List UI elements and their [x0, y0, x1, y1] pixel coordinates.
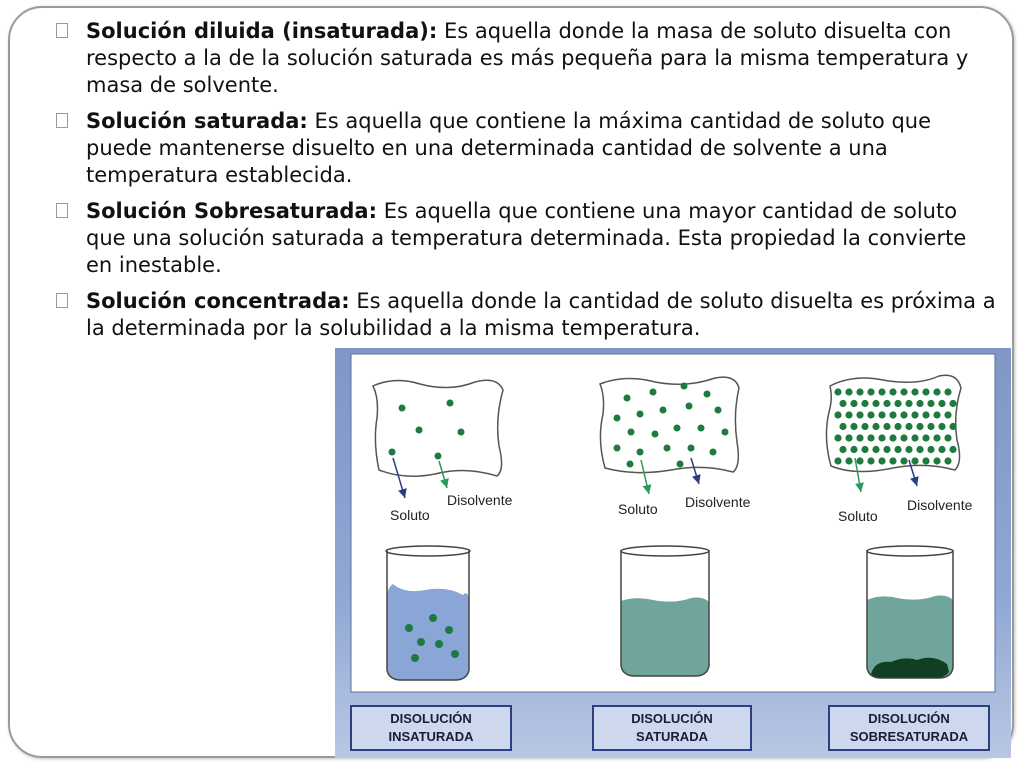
bullet-text: Es aquella donde la cantidad de soluto disuelta es próxima a la determinada por la solubilidad a la misma temperatura. [86, 289, 996, 340]
bullet-term: Solución Sobresaturada: [86, 199, 378, 223]
solute-particle [944, 411, 951, 418]
solvent-region [373, 380, 503, 476]
bullet-marker-icon [56, 23, 68, 38]
solute-particle [878, 411, 885, 418]
solute-particle [949, 446, 956, 453]
solute-particle [889, 388, 896, 395]
solute-particle [834, 388, 841, 395]
solute-particle [911, 388, 918, 395]
solute-particle [944, 388, 951, 395]
solvent-region [600, 377, 739, 472]
solute-particle [905, 423, 912, 430]
solute-particle [922, 388, 929, 395]
solute-particle [933, 388, 940, 395]
solute-particle [872, 446, 879, 453]
solute-particle [911, 411, 918, 418]
caption-line2: SATURADA [636, 729, 708, 744]
solute-particle [883, 400, 890, 407]
solute-particle [894, 446, 901, 453]
bullet-term: Solución saturada: [86, 109, 308, 133]
caption-line1: DISOLUCIÓN [631, 711, 713, 726]
solution-liquid [387, 584, 469, 680]
caption-insaturada [351, 706, 511, 750]
solute-particle [834, 411, 841, 418]
solute-particle [856, 411, 863, 418]
solute-label: Soluto [618, 501, 658, 517]
bullet-supersaturated [56, 198, 996, 279]
caption-line1: DISOLUCIÓN [868, 711, 950, 726]
solute-particle [900, 388, 907, 395]
solute-particle [834, 434, 841, 441]
caption-line2: INSATURADA [388, 729, 474, 744]
caption-saturada [593, 706, 751, 750]
bullet-term: Solución diluida (insaturada): [86, 19, 438, 43]
solvent-label: Disolvente [447, 492, 513, 508]
solute-particle [845, 434, 852, 441]
solute-particle [839, 423, 846, 430]
solute-particle [867, 457, 874, 464]
solute-particle [856, 457, 863, 464]
bullet-dilute [56, 18, 996, 99]
solute-particle [927, 446, 934, 453]
solute-particle [845, 411, 852, 418]
solute-particle [916, 400, 923, 407]
bullet-text: Es aquella donde la masa de soluto disuelta con respecto a la de la solución saturada es más pequeña para la misma temperatura y masa de solvente. [86, 19, 969, 97]
solute-particle [878, 457, 885, 464]
solute-particle [850, 423, 857, 430]
solute-particle [916, 423, 923, 430]
caption-sobresaturada [829, 706, 989, 750]
solute-particle [900, 457, 907, 464]
solute-particle [927, 400, 934, 407]
solute-particle [922, 457, 929, 464]
solute-particle [894, 423, 901, 430]
bullet-marker-icon [56, 113, 68, 128]
solute-particle [944, 457, 951, 464]
solutions-diagram-svg [335, 348, 1011, 758]
solute-particle [916, 446, 923, 453]
solute-label: Soluto [390, 507, 430, 523]
solute-particle [922, 434, 929, 441]
solute-particle [878, 388, 885, 395]
solute-particle [839, 446, 846, 453]
solute-particle [839, 400, 846, 407]
bullet-text: Es aquella que contiene una mayor cantidad de soluto que una solución saturada a temperatura determinada. Esta propiedad la convierte en inestable. [86, 199, 967, 277]
caption-line2: SOBRESATURADA [849, 729, 969, 744]
solute-particle [867, 411, 874, 418]
bullet-saturated [56, 108, 996, 189]
solute-particle [850, 446, 857, 453]
solute-particle [861, 400, 868, 407]
solute-particle [911, 434, 918, 441]
solute-particle [894, 400, 901, 407]
solute-particle [845, 388, 852, 395]
definition-list [56, 18, 996, 351]
solute-particle [867, 388, 874, 395]
solute-particle [889, 411, 896, 418]
solute-particle [878, 434, 885, 441]
solute-particle [938, 423, 945, 430]
caption-line1: DISOLUCIÓN [390, 711, 472, 726]
bullet-marker-icon [56, 203, 68, 218]
solute-particle [911, 457, 918, 464]
solute-particle [889, 434, 896, 441]
solute-particle [938, 400, 945, 407]
solute-particle [861, 446, 868, 453]
solvent-label: Disolvente [685, 494, 751, 510]
bullet-text: Es aquella que contiene la máxima cantidad de soluto que puede mantenerse disuelto en una determinada cantidad de solvente a una temperatura establecida. [86, 109, 931, 187]
solute-particle [933, 457, 940, 464]
solute-particle [938, 446, 945, 453]
solute-particle [905, 400, 912, 407]
solute-particle [867, 434, 874, 441]
solute-particle [883, 446, 890, 453]
solute-particle [900, 411, 907, 418]
solute-particle [883, 423, 890, 430]
solute-particle [900, 434, 907, 441]
solute-particle [922, 411, 929, 418]
solute-particle [927, 423, 934, 430]
solution-liquid [621, 598, 709, 677]
solute-particle [949, 400, 956, 407]
solute-particle [850, 400, 857, 407]
solute-particle [933, 434, 940, 441]
solute-particle [872, 423, 879, 430]
solvent-label: Disolvente [907, 497, 973, 513]
solute-particle [834, 457, 841, 464]
solute-particle [872, 400, 879, 407]
solute-particle [861, 423, 868, 430]
solute-label: Soluto [838, 508, 878, 524]
solute-particle [889, 457, 896, 464]
bullet-marker-icon [56, 293, 68, 308]
solute-particle [856, 388, 863, 395]
solute-particle [856, 434, 863, 441]
bullet-concentrated [56, 288, 996, 342]
bullet-term: Solución concentrada: [86, 289, 350, 313]
solute-particle [845, 457, 852, 464]
solute-particle [933, 411, 940, 418]
solute-particle [905, 446, 912, 453]
solute-particle [944, 434, 951, 441]
solute-particle [949, 423, 956, 430]
solutions-diagram [335, 348, 1011, 758]
